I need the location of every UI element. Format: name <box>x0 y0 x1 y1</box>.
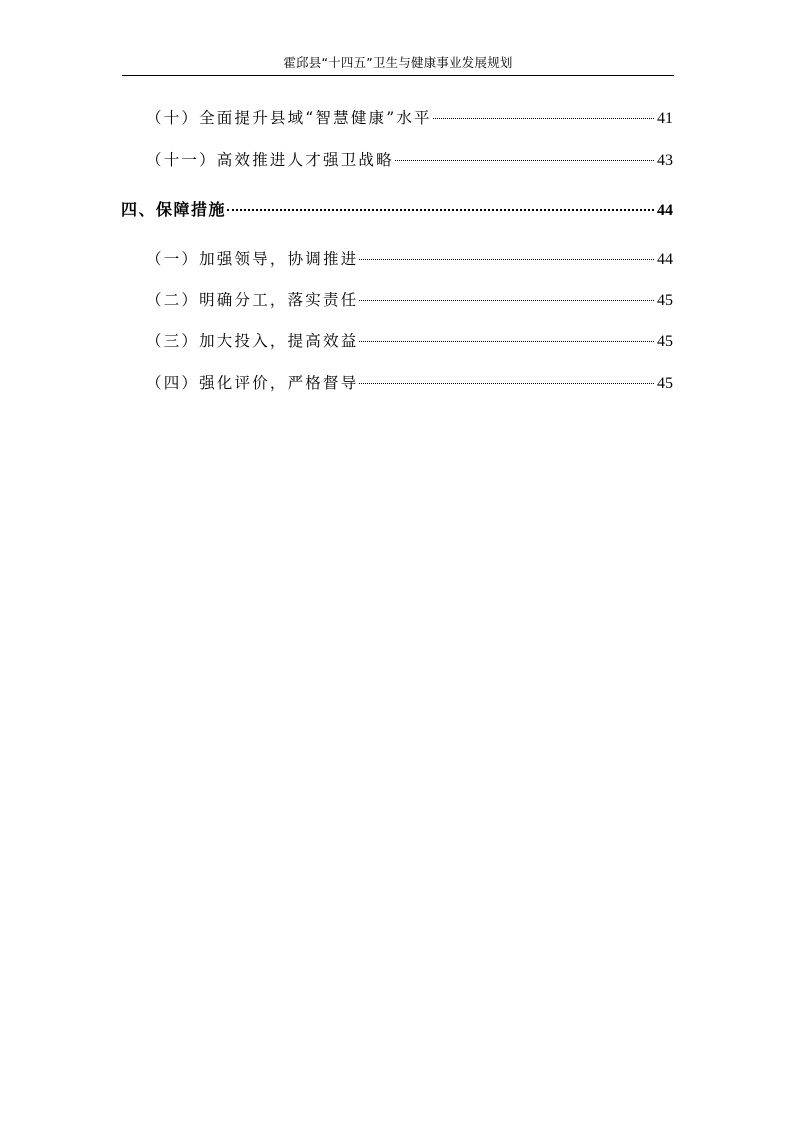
toc-page-number: 45 <box>657 292 673 309</box>
toc-page-number: 44 <box>657 251 673 268</box>
toc-entry-safeguard-measures[interactable] <box>121 199 673 222</box>
toc-page-number: 45 <box>657 333 673 350</box>
toc-entry-title: （四）强化评价，严格督导 <box>146 374 359 392</box>
toc-entry-investment[interactable] <box>146 330 673 353</box>
toc-entry-leadership[interactable] <box>146 248 673 271</box>
toc-entry-smart-health[interactable] <box>146 107 673 130</box>
toc-dot-leader <box>359 258 654 260</box>
toc-entry-title: （一）加强领导，协调推进 <box>146 250 359 268</box>
toc-entry-division-of-labor[interactable] <box>146 289 673 312</box>
toc-entry-talent-strategy[interactable] <box>146 149 673 172</box>
toc-dot-leader <box>227 208 654 211</box>
toc-dot-leader <box>359 382 654 384</box>
toc-page-number: 44 <box>657 202 673 219</box>
toc-page-number: 45 <box>657 375 673 392</box>
toc-entry-evaluation[interactable] <box>146 372 673 395</box>
toc-dot-leader <box>395 159 654 161</box>
toc-dot-leader <box>359 299 654 301</box>
toc-section-title: 四、保障措施 <box>121 200 227 219</box>
toc-entry-title: （十一）高效推进人才强卫战略 <box>146 151 394 169</box>
toc-page-number: 43 <box>657 152 673 169</box>
toc-entry-title: （三）加大投入，提高效益 <box>146 332 359 350</box>
page-header-title: 霍邱县“十四五”卫生与健康事业发展规划 <box>283 55 513 70</box>
toc-dot-leader <box>433 117 654 119</box>
toc-page-number: 41 <box>657 110 673 127</box>
toc-entry-title: （十）全面提升县域“智慧健康”水平 <box>146 109 432 127</box>
toc-entry-title: （二）明确分工，落实责任 <box>146 291 359 309</box>
toc-dot-leader <box>359 340 654 342</box>
